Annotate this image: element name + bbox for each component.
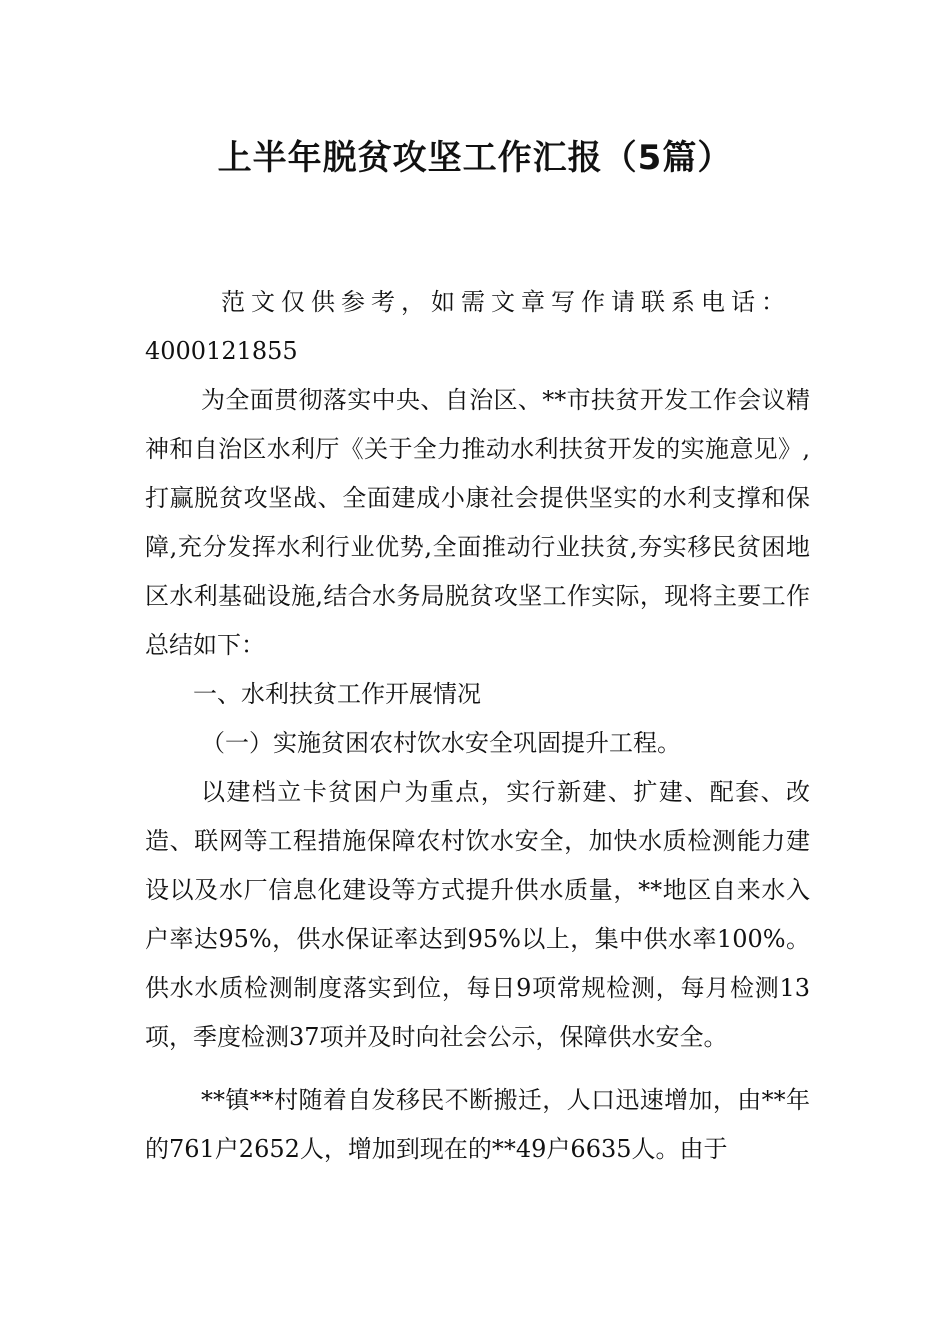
contact-phone: 4000121855 [145,337,298,365]
document-body [145,278,810,376]
body-paragraph: 以建档立卡贫困户为重点，实行新建、扩建、配套、改造、联网等工程措施保障农村饮水安全，加快水质检测能力建设以及水厂信息化建设等方式提升供水质量，**地区自来水入户率达95%，供水保证率达到95%以上，集中供水率100%。供水水质检测制度落实到位，每日9项常规检测，每月检测13项，季度检测37项并及时向社会公示，保障供水安全。 [145,778,810,1051]
subsection-heading: （一）实施贫困农村饮水安全巩固提升工程。 [201,729,681,757]
document-content [145,376,810,1174]
intro-paragraph: 为全面贯彻落实中央、自治区、**市扶贫开发工作会议精神和自治区水利厅《关于全力推动水利扶贫开发的实施意见》,打赢脱贫攻坚战、全面建成小康社会提供坚实的水利支撑和保障,充分发挥水利行业优势,全面推动行业扶贫,夯实移民贫困地区水利基础设施,结合水务局脱贫攻坚工作实际，现将主要工作总结如下： [145,386,810,659]
body-paragraph: **镇**村随着自发移民不断搬迁，人口迅速增加，由**年的761户2652人，增加到现在的**49户6635人。由于 [145,1086,810,1163]
notice-text: 范文仅供参考，如需文章写作请联系电话： [221,288,791,316]
contact-notice [145,278,810,327]
document-title: 上半年脱贫攻坚工作汇报（5篇） [217,138,733,178]
section-heading: 一、水利扶贫工作开展情况 [193,680,481,708]
